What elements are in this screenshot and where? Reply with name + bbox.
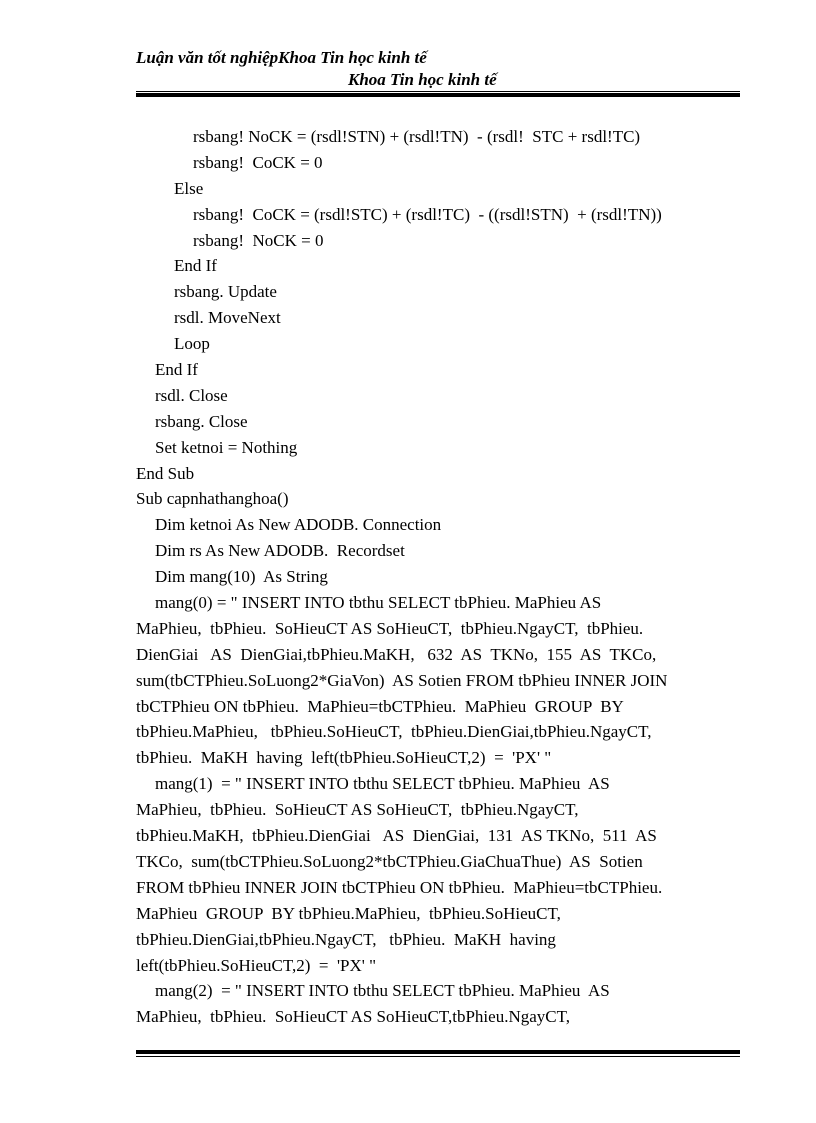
code-line: tbPhieu.MaKH, tbPhieu.DienGiai AS DienGiai, 131 AS TKNo, 511 AS — [136, 826, 657, 846]
code-line: rsbang! CoCK = (rsdl!STC) + (rsdl!TC) - ((rsdl!STN) + (rsdl!TN)) — [193, 204, 662, 224]
code-line: rsbang! NoCK = (rsdl!STN) + (rsdl!TN) - (rsdl! STC + rsdl!TC) — [193, 127, 641, 146]
code-line: rsbang. Close — [155, 411, 248, 431]
header-rule-thin — [136, 91, 740, 92]
code-line: Loop — [174, 334, 210, 354]
code-line: MaPhieu GROUP BY tbPhieu.MaPhieu, tbPhieu.SoHieuCT, — [136, 903, 561, 923]
code-line: Dim ketnoi As New ADODB. Connection — [155, 515, 442, 535]
code-line: rsbang. Update — [174, 282, 277, 302]
code-line: mang(1) = " INSERT INTO tbthu SELECT tbPhieu. MaPhieu AS — [155, 774, 610, 794]
code-line: rsdl. Close — [155, 385, 228, 405]
code-line: Else — [174, 178, 204, 198]
code-line: Dim mang(10) As String — [155, 567, 328, 587]
code-line: mang(2) = " INSERT INTO tbthu SELECT tbPhieu. MaPhieu AS — [155, 981, 610, 1001]
code-line: tbPhieu.MaPhieu, tbPhieu.SoHieuCT, tbPhieu.DienGiai,tbPhieu.NgayCT, — [136, 722, 652, 742]
code-line: MaPhieu, tbPhieu. SoHieuCT AS SoHieuCT,tbPhieu.NgayCT, — [136, 1007, 570, 1027]
code-line: sum(tbCTPhieu.SoLuong2*GiaVon) AS Sotien FROM tbPhieu INNER JOIN — [136, 670, 668, 690]
code-line: End Sub — [136, 463, 195, 483]
footer-rule-thick — [136, 1050, 740, 1054]
code-line: tbCTPhieu ON tbPhieu. MaPhieu=tbCTPhieu. MaPhieu GROUP BY — [136, 696, 624, 716]
code-line: mang(0) = " INSERT INTO tbthu SELECT tbPhieu. MaPhieu AS — [155, 593, 602, 613]
footer-rule-thin — [136, 1056, 740, 1057]
code-line: FROM tbPhieu INNER JOIN tbCTPhieu ON tbPhieu. MaPhieu=tbCTPhieu. — [136, 877, 663, 897]
header-title-line-1: Luận văn tốt nghiệpKhoa Tin học kinh tế — [136, 48, 427, 67]
code-line: rsbang! NoCK = 0 — [193, 230, 324, 250]
code-line: Sub capnhathanghoa() — [136, 489, 289, 509]
code-line: TKCo, sum(tbCTPhieu.SoLuong2*tbCTPhieu.GiaChuaThue) AS Sotien — [136, 851, 643, 871]
code-line: rsbang! CoCK = 0 — [193, 152, 323, 172]
code-line: Set ketnoi = Nothing — [155, 437, 298, 457]
code-line: Dim rs As New ADODB. Recordset — [155, 541, 405, 561]
code-line: MaPhieu, tbPhieu. SoHieuCT AS SoHieuCT, tbPhieu.NgayCT, — [136, 800, 579, 820]
header-rule-thick — [136, 93, 740, 97]
code-line: DienGiai AS DienGiai,tbPhieu.MaKH, 632 AS TKNo, 155 AS TKCo, — [136, 644, 657, 664]
code-line: MaPhieu, tbPhieu. SoHieuCT AS SoHieuCT, tbPhieu.NgayCT, tbPhieu. — [136, 618, 644, 638]
code-line: End If — [155, 360, 198, 380]
code-line: tbPhieu.DienGiai,tbPhieu.NgayCT, tbPhieu. MaKH having — [136, 929, 556, 949]
code-line: left(tbPhieu.SoHieuCT,2) = 'PX' " — [136, 955, 377, 975]
code-line: rsdl. MoveNext — [174, 308, 281, 328]
code-line: tbPhieu. MaKH having left(tbPhieu.SoHieuCT,2) = 'PX' " — [136, 748, 552, 768]
code-listing — [136, 124, 740, 1030]
header-title-line-2: Khoa Tin học kinh tế — [348, 70, 497, 89]
code-line: End If — [174, 256, 217, 276]
